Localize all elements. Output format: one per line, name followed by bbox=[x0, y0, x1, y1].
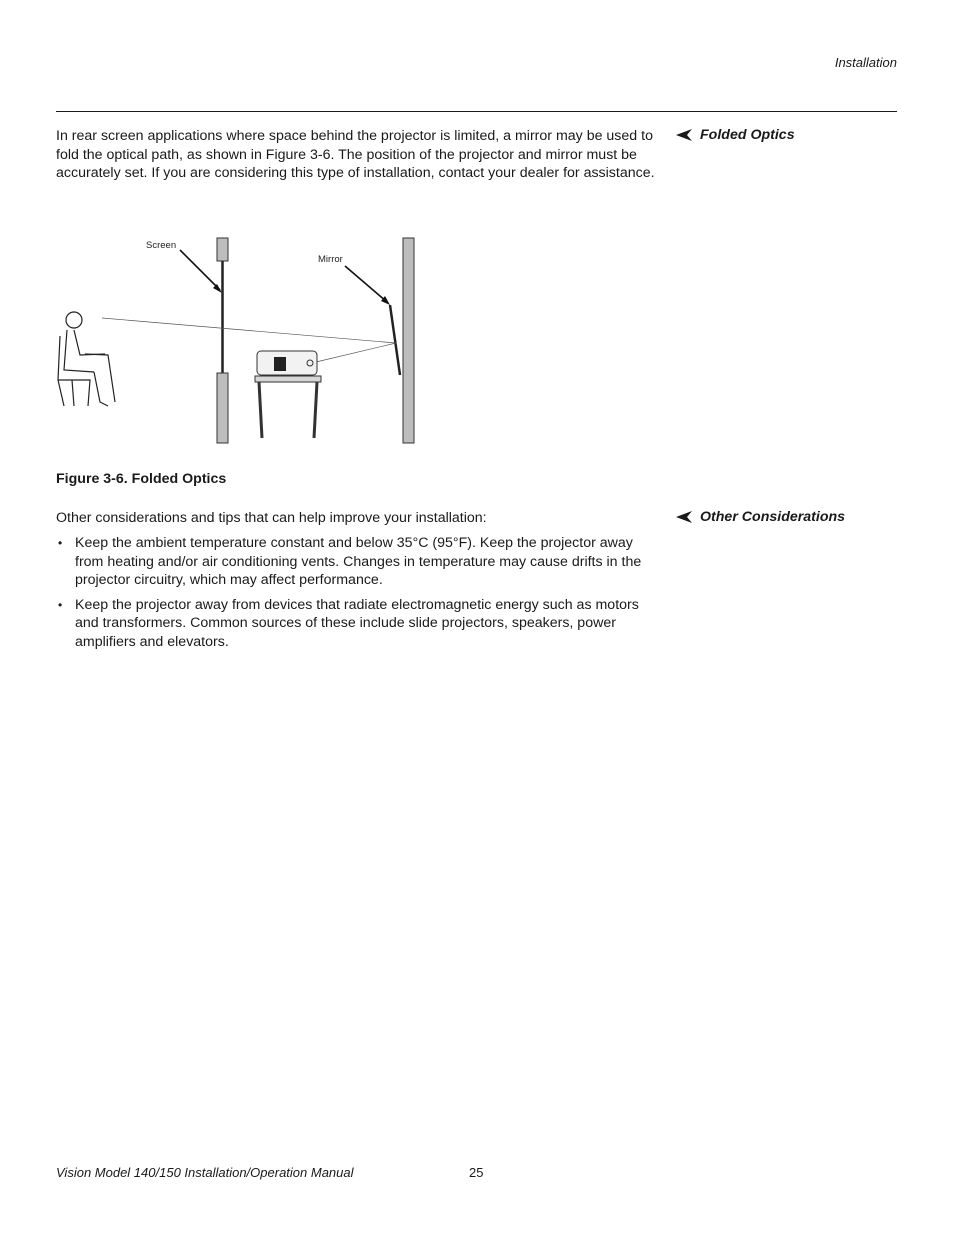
folded-optics-heading bbox=[676, 127, 795, 143]
arrow-left-icon bbox=[676, 129, 692, 141]
other-considerations-heading-label: Other Considerations bbox=[700, 509, 846, 525]
header-rule bbox=[56, 111, 897, 112]
considerations-list bbox=[56, 534, 656, 658]
light-path-upper bbox=[102, 318, 396, 343]
folded-optics-heading-label: Folded Optics bbox=[700, 127, 795, 143]
projector bbox=[257, 351, 317, 375]
screen-upper-panel bbox=[217, 238, 228, 261]
list-item: • Keep the projector away from devices that radiate electromagnetic energy such as motors and transformers. Common sources of these include slide projectors, speakers, power amplifiers and elevators. bbox=[56, 596, 656, 652]
screen-label: Screen bbox=[146, 240, 177, 251]
other-considerations-heading bbox=[676, 509, 845, 525]
rear-wall bbox=[403, 238, 414, 443]
screen-lower-panel bbox=[217, 373, 228, 443]
light-path-lower bbox=[316, 343, 396, 362]
mirror-label: Mirror bbox=[318, 254, 343, 265]
other-considerations-intro: Other considerations and tips that can help improve your installation: bbox=[56, 510, 487, 526]
arrow-left-icon bbox=[676, 511, 692, 523]
folded-optics-figure bbox=[50, 230, 430, 450]
footer-page-number: 25 bbox=[469, 1165, 484, 1180]
list-item: • Keep the ambient temperature constant and below 35°C (95°F). Keep the projector away from heating and/or air conditioning vents. Changes in temperature may cause drifts in the projector circuitry, which may affect performance. bbox=[56, 534, 656, 590]
footer-manual-title: Vision Model 140/150 Installation/Operation Manual bbox=[56, 1165, 354, 1180]
mirror bbox=[390, 305, 400, 375]
header-section-title: Installation bbox=[834, 55, 897, 70]
figure-caption: Figure 3-6. Folded Optics bbox=[56, 471, 227, 487]
folded-optics-paragraph: In rear screen applications where space behind the projector is limited, a mirror may be used to fold the optical path, as shown in Figure 3-6. The position of the projector and mirror must be accurately set. If you are considering this type of installation, contact your dealer for assistance. bbox=[56, 128, 655, 182]
table-top bbox=[255, 376, 321, 382]
seated-viewer bbox=[58, 312, 115, 406]
